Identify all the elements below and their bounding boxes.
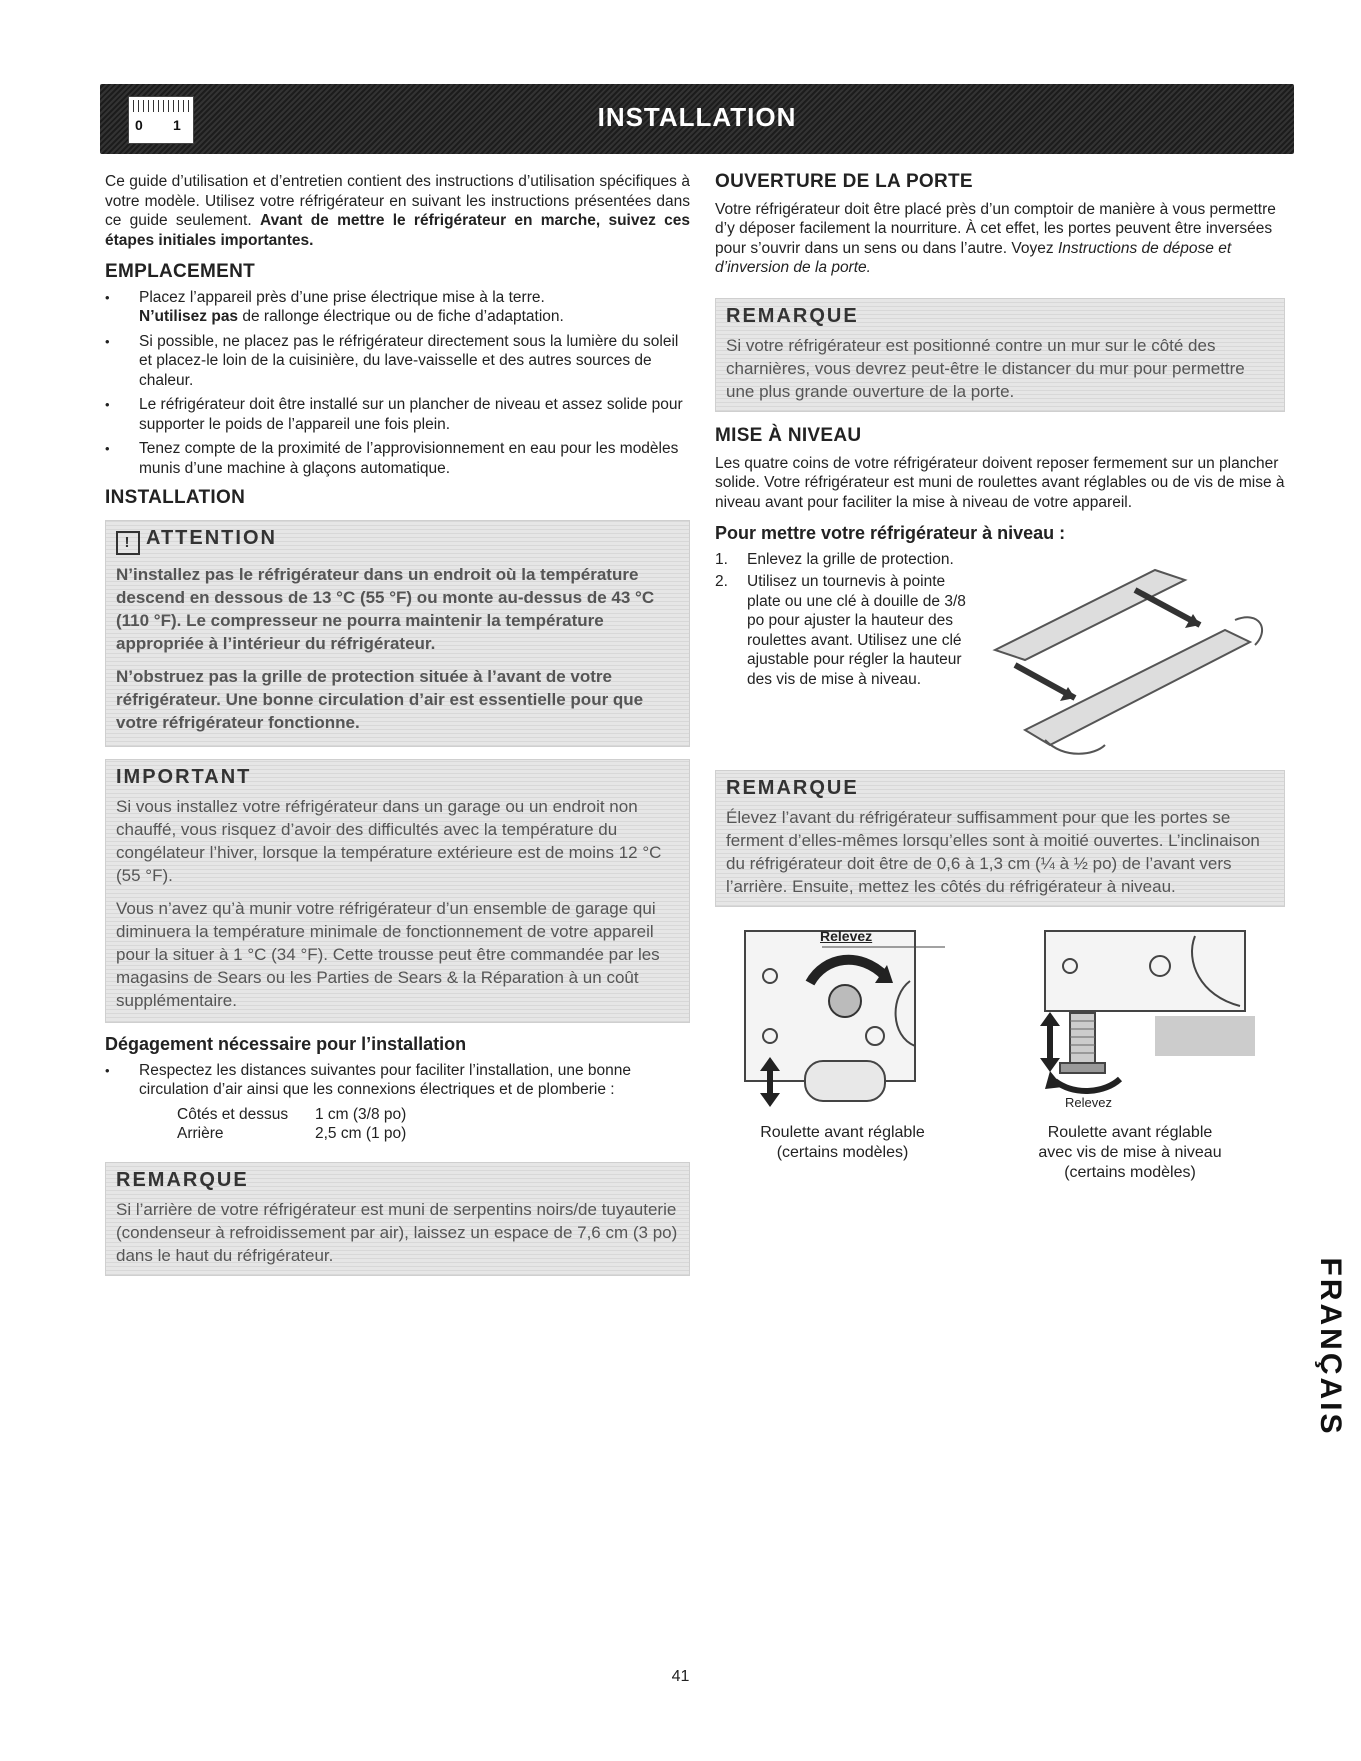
attention-text-2: N’obstruez pas la grille de protection située à l’avant de votre réfrigérateur. Une bonne circulation d’air est essentielle pour que votre réfrigérateur fonctionne.: [116, 666, 644, 732]
attention-title: ATTENTION: [146, 526, 277, 549]
figure-caption-line: Roulette avant réglable: [1047, 1123, 1213, 1141]
remarque-text: Si l’arrière de votre réfrigérateur est muni de serpentins noirs/de tuyauterie (condenseur à refroidissement par air), laissez un espace de 7,6 cm (3 po) dans le haut du réfrigérateur.: [116, 1200, 678, 1265]
table-row: Côtés et dessus 1 cm (3/8 po): [177, 1105, 407, 1123]
figures-row: [715, 921, 1285, 1196]
intro-paragraph: Ce guide d’utilisation et d’entretien contient des instructions d’utilisation spécifiques à votre modèle. Utilisez votre réfrigérateur en suivant les instructions présentées dans ce guide seulement. Avant de mettre le réfrigérateur en marche, suivez ces étapes initiales importantes.: [105, 173, 690, 249]
figure-roulette: [715, 921, 970, 1163]
remarque-title: REMARQUE: [726, 776, 859, 799]
remarque-box-niveau: [715, 770, 1285, 908]
left-column: [105, 172, 690, 1276]
important-box: [105, 759, 690, 1024]
important-text-2: Vous n’avez qu’à munir votre réfrigérateur d’un ensemble de garage qui diminuera la température minimale de fonctionnement de votre appareil pour la situer à 1 °C (34 °F). Cette trousse peut être commandée par les magasins de Sears ou les Parties de Sears & la Réparation à un coût supplémentaire.: [116, 899, 660, 1010]
figure-caption-line: (certains modèles): [776, 1143, 909, 1161]
degagement-heading: Dégagement nécessaire pour l’installation: [105, 1034, 467, 1054]
page-number: 41: [671, 1668, 690, 1685]
list-item: • Le réfrigérateur doit être installé sur un plancher de niveau et assez solide pour supporter le poids de l’appareil une fois plein.: [105, 395, 690, 434]
figure-caption-line: avec vis de mise à niveau: [1038, 1143, 1222, 1161]
language-tab-label: FRANÇAIS: [1314, 1257, 1347, 1437]
important-title: IMPORTANT: [116, 765, 252, 788]
remarque-box-degagement: [105, 1162, 690, 1277]
installation-heading: INSTALLATION: [105, 487, 246, 508]
language-tab: [1305, 1240, 1355, 1450]
leveling-screw-illustration: [995, 921, 1265, 1111]
list-item: 1. Enlevez la grille de protection.: [715, 550, 954, 568]
attention-box: [105, 520, 690, 747]
figure-caption-line: Roulette avant réglable: [760, 1123, 925, 1141]
ouverture-paragraph: Votre réfrigérateur doit être placé près d’un comptoir de manière à vous permettre d’y déposer facilement la nourriture. À cet effet, les portes peuvent être inversées pour s’ouvrir dans un sens ou dans l’autre. Voyez Instructions de dépose et d’inversion de la porte.: [715, 200, 1276, 276]
relevez-label-2: Relevez: [1065, 1095, 1112, 1110]
ruler-label-1: 1: [173, 117, 181, 133]
emplacement-heading: EMPLACEMENT: [105, 261, 256, 282]
right-column: [715, 172, 1285, 1196]
intro-bold: Avant de mettre le réfrigérateur en marche, suivez ces étapes initiales importantes.: [105, 212, 690, 249]
page-title: INSTALLATION: [597, 102, 797, 132]
niveau-heading: MISE À NIVEAU: [715, 425, 862, 446]
remarque-title: REMARQUE: [116, 1168, 249, 1191]
ouverture-heading: OUVERTURE DE LA PORTE: [715, 171, 973, 192]
remarque-title: REMARQUE: [726, 304, 859, 327]
grille-removal-illustration: [985, 550, 1275, 760]
section-banner: [100, 84, 1294, 154]
figure-caption-line: (certains modèles): [1064, 1163, 1196, 1181]
list-item: • Tenez compte de la proximité de l’approvisionnement en eau pour les modèles munis d’une machine à glaçons automatique.: [105, 439, 690, 478]
remarque-text: Si votre réfrigérateur est positionné contre un mur sur le côté des charnières, vous devrez peut-être le distancer du mur pour permettre une plus grande ouverture de la porte.: [726, 336, 1245, 401]
important-text-1: Si vous installez votre réfrigérateur dans un garage ou un endroit non chauffé, vous risquez d’avoir des difficultés avec la température du congélateur l’hiver, lorsque la température extérieure est de moins 12 °C (55 °F).: [116, 797, 662, 885]
ruler-label-0: 0: [135, 117, 143, 133]
attention-text-1: N’installez pas le réfrigérateur dans un endroit où la température descend en dessous de 13 °C (55 °F) ou monte au-dessus de 43 °C (110 °F). Le compresseur ne pourra maintenir la température appropriée à l’intérieur du réfrigérateur.: [116, 564, 655, 653]
relevez-label-1: Relevez: [820, 928, 873, 944]
figure-vis-niveau: [995, 921, 1265, 1183]
leveling-steps: [715, 550, 1285, 762]
warning-icon: !: [116, 531, 140, 555]
roulette-illustration: [715, 921, 970, 1111]
clearance-table: [105, 1105, 690, 1144]
niveau-subheading: Pour mettre votre réfrigérateur à niveau :: [715, 523, 1066, 543]
list-item: • Placez l’appareil près d’une prise électrique mise à la terre. N’utilisez pas de rallonge électrique ou de fiche d’adaptation.: [105, 288, 690, 327]
list-item: • Respectez les distances suivantes pour faciliter l’installation, une bonne circulation d’air ainsi que les connexions électriques et de plomberie :: [105, 1061, 690, 1100]
table-row: Arrière 2,5 cm (1 po): [177, 1125, 407, 1142]
remarque-box-porte: [715, 298, 1285, 413]
remarque-text: Élevez l’avant du réfrigérateur suffisamment pour que les portes se ferment d’elles-mêmes lorsqu’elles sont à moitié ouvertes. L’inclinaison du réfrigérateur doit être de 0,6 à 1,3 cm (¼ à ½ po) de l’avant vers l’arrière. Ensuite, mettez les côtés du réfrigérateur à niveau.: [726, 808, 1260, 896]
list-item: 2. Utilisez un tournevis à pointe plate ou une clé à douille de 3/8 po pour ajuster la hauteur des roulettes avant. Utilisez une clé ajustable pour régler la hauteur des vis de mise à niveau.: [715, 573, 966, 688]
niveau-paragraph: Les quatre coins de votre réfrigérateur doivent reposer fermement sur un plancher solide. Votre réfrigérateur est muni de roulettes avant réglables ou de vis de mise à niveau avant pour faciliter la mise à niveau de votre appareil.: [715, 454, 1285, 511]
list-item: • Si possible, ne placez pas le réfrigérateur directement sous la lumière du soleil et placez-le loin de la cuisinière, du lave-vaisselle et des autres sources de chaleur.: [105, 332, 690, 391]
